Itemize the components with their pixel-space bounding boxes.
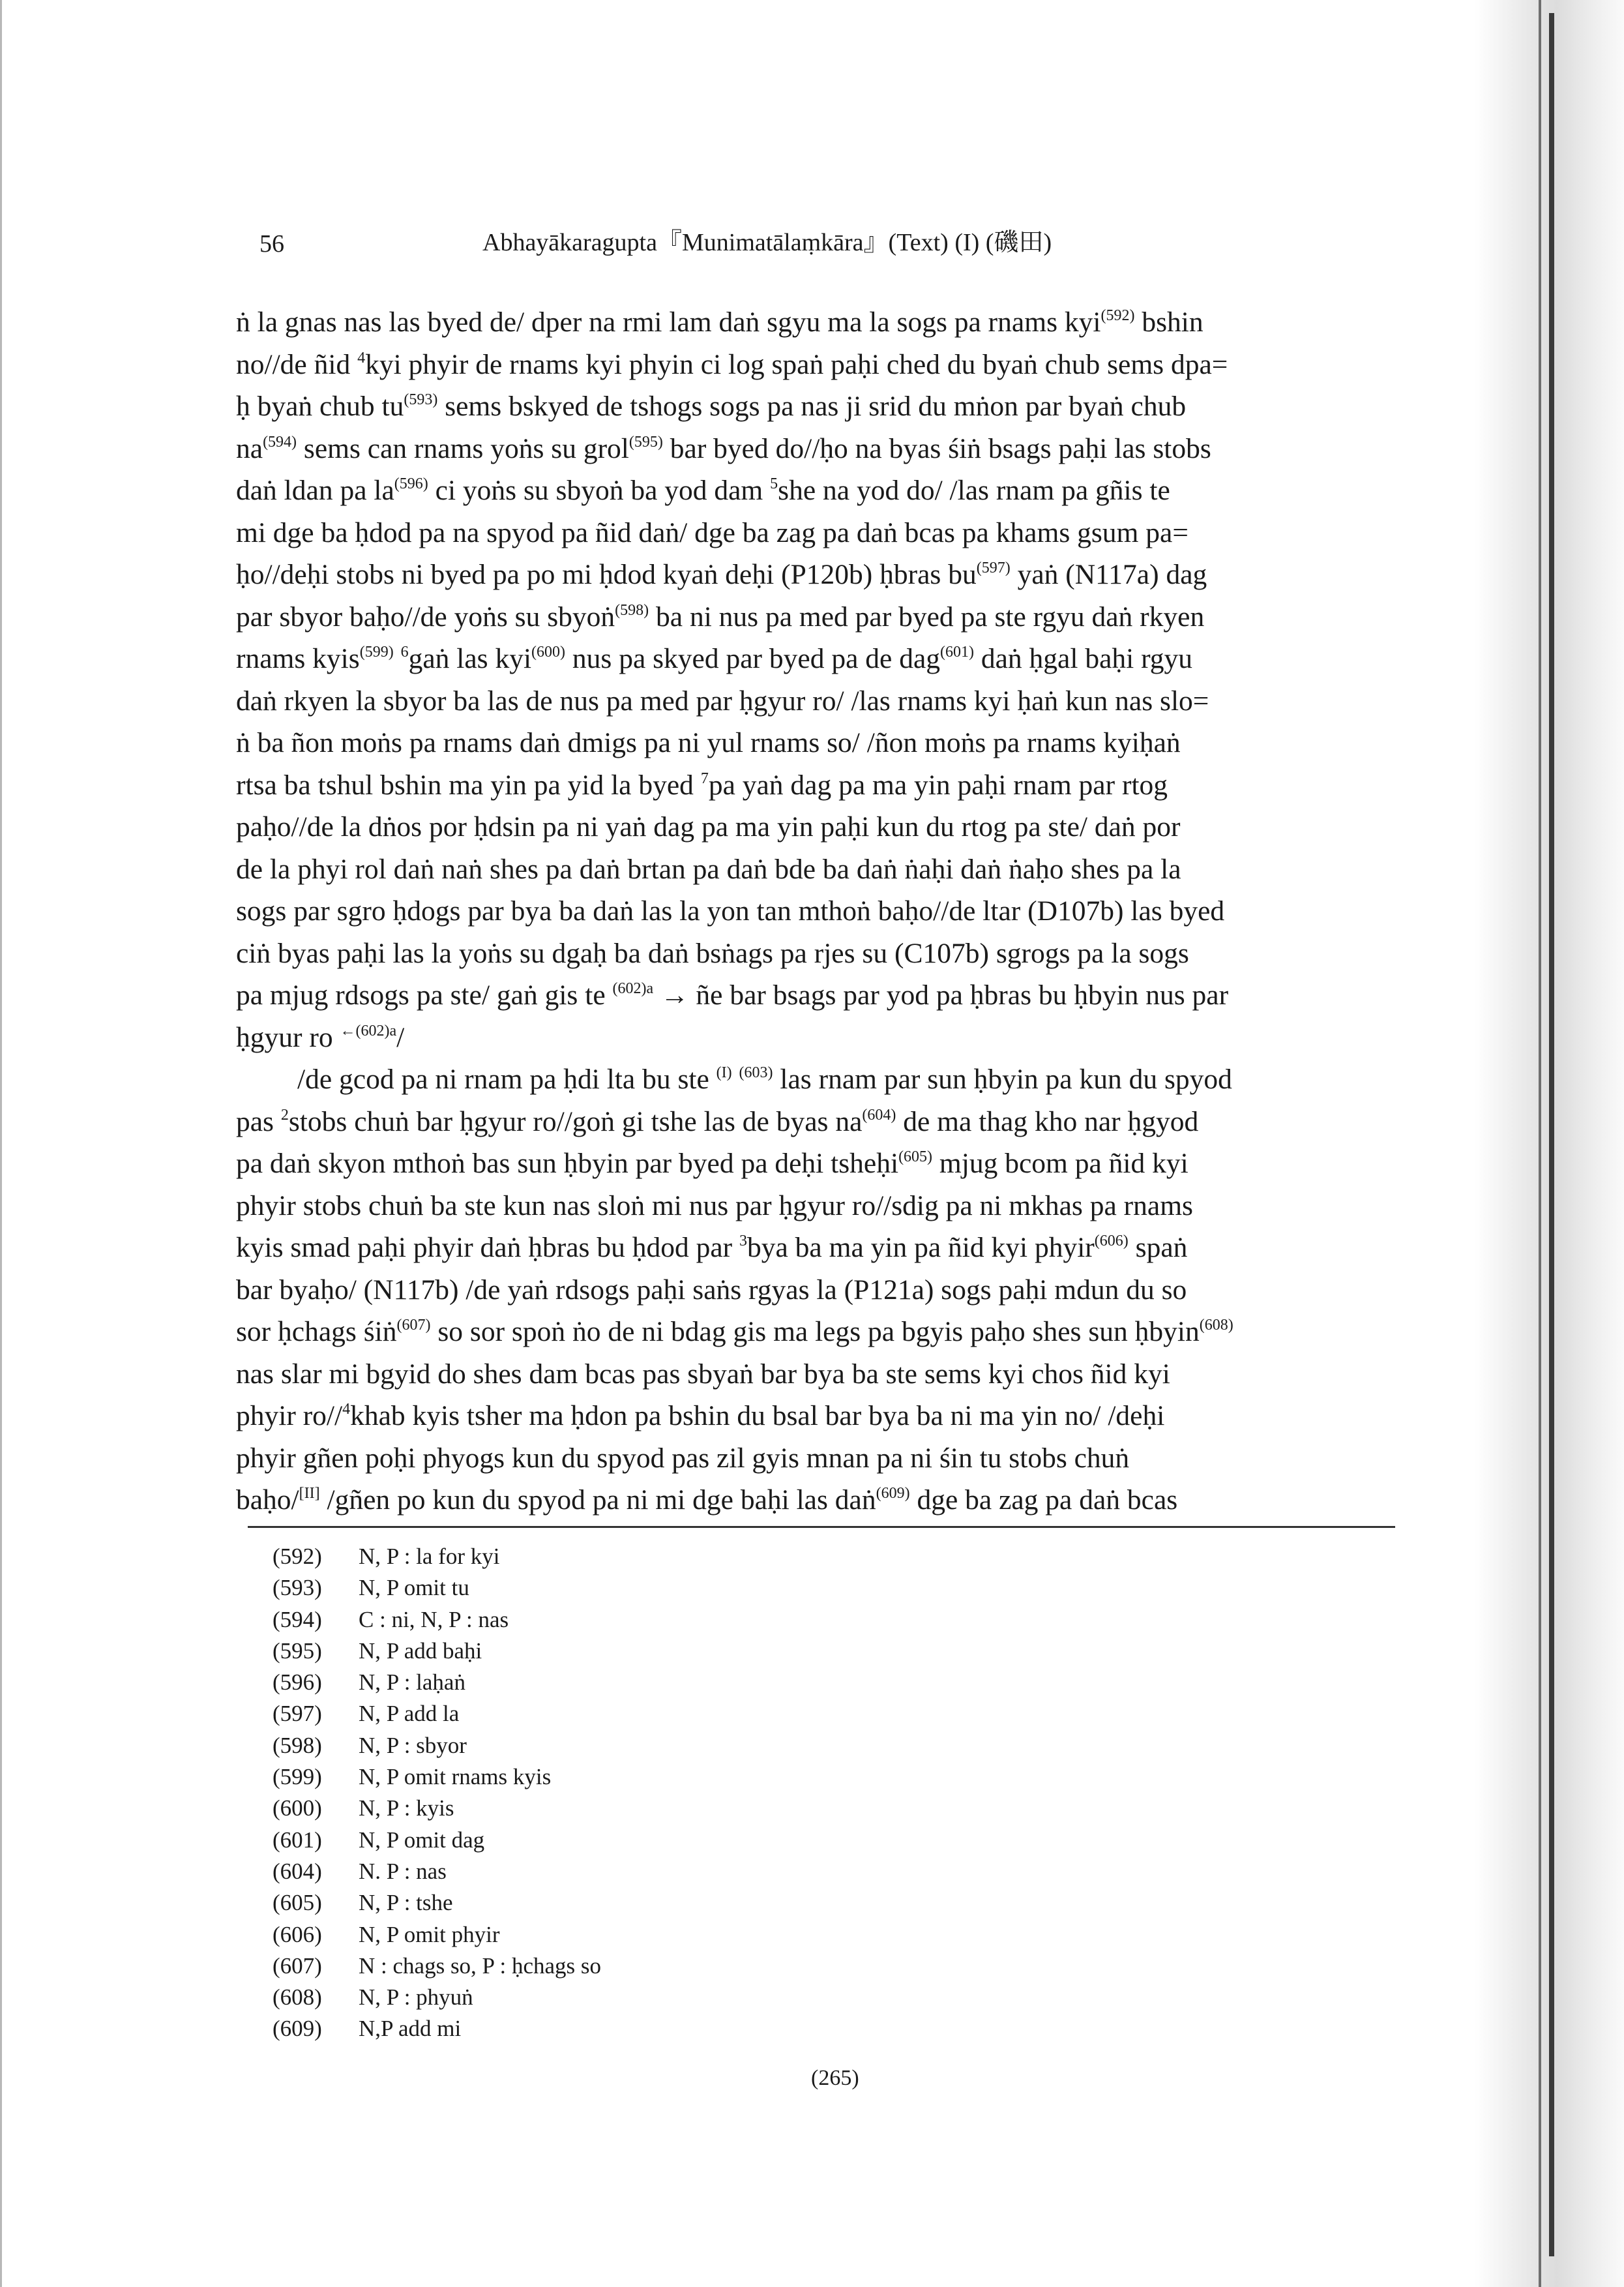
footnote-marker: (598): [615, 601, 649, 619]
text-segment: daṅ rkyen la sbyor ba las de nus pa med par ḥgyur ro/ /las rnams kyi ḥaṅ kun nas slo=: [236, 685, 1209, 717]
text-line: [236, 1227, 1416, 1269]
text-line: [236, 933, 1416, 975]
footnote-number: (600): [273, 1795, 322, 1821]
footnote-marker: (593): [404, 391, 438, 408]
text-line: [236, 680, 1416, 723]
footnote-item: [273, 1982, 601, 2013]
text-segment: ḥ byaṅ chub tu: [236, 391, 404, 422]
footnote-marker: (595): [628, 433, 663, 451]
text-line: [236, 344, 1416, 386]
footnote-number: (596): [273, 1669, 322, 1696]
text-segment: bya ba ma yin pa ñid kyi phyir: [747, 1232, 1095, 1263]
footnote-number: (598): [273, 1732, 322, 1758]
text-segment: → ñe bar bsags par yod pa ḥbras bu ḥbyin nus par: [653, 979, 1229, 1011]
text-segment: /de gcod pa ni rnam pa ḥdi lta bu ste: [297, 1064, 716, 1095]
text-segment: rnams kyis: [236, 643, 360, 674]
text-line: [236, 1101, 1416, 1143]
text-line: [236, 806, 1416, 848]
text-line: [236, 428, 1416, 470]
text-segment: kyis smad paḥi phyir daṅ ḥbras bu ḥdod par: [236, 1232, 739, 1263]
text-segment: bshin: [1134, 306, 1203, 338]
footnote-item: [273, 1951, 601, 1982]
text-segment: [732, 1064, 739, 1095]
text-line: [236, 1058, 1416, 1101]
footnote-item: [273, 1541, 601, 1572]
footnote-text: N, P add baḥi: [359, 1637, 482, 1664]
footnote-item: [273, 1572, 601, 1604]
footnote-marker: (601): [940, 644, 974, 661]
text-segment: no//de ñid: [236, 348, 358, 380]
footnote-number: (606): [273, 1921, 322, 1947]
footnote-marker: 4: [357, 349, 366, 366]
text-segment: nus pa skyed par byed pa de dag: [565, 643, 941, 674]
footnote-marker: 4: [342, 1401, 351, 1418]
footnote-number: (592): [273, 1544, 322, 1569]
text-line: [236, 596, 1416, 638]
footnotes-block: [273, 1541, 601, 2045]
footnote-text: N. P : nas: [359, 1858, 447, 1884]
text-segment: pas: [236, 1105, 281, 1137]
footnote-text: N, P : sbyor: [359, 1732, 467, 1758]
text-segment: mjug bcom pa ñid kyi: [932, 1148, 1188, 1179]
text-segment: dge ba zag pa daṅ bcas: [909, 1484, 1178, 1516]
footnote-text: N, P omit dag: [359, 1827, 485, 1853]
footnote-marker: (604): [862, 1106, 896, 1124]
binding-edge: [1539, 0, 1541, 2287]
footnote-marker: ←(602)a: [340, 1022, 397, 1039]
footnote-item: [273, 1761, 601, 1793]
footnote-marker: (605): [898, 1148, 933, 1165]
scan-edge-left: [0, 0, 2, 2287]
text-segment: kyi phyir de rnams kyi phyin ci log spaṅ paḥi ched du byaṅ chub sems dpa=: [365, 348, 1228, 380]
text-segment: stobs chuṅ bar ḥgyur ro//goṅ gi tshe las de byas na: [288, 1105, 863, 1137]
footnote-marker: (596): [394, 475, 428, 492]
footnote-marker: (609): [876, 1485, 910, 1502]
text-segment: daṅ ḥgal baḥi rgyu: [974, 643, 1193, 674]
text-segment: daṅ ldan pa la: [236, 475, 394, 506]
footnote-number: (608): [273, 1984, 322, 2010]
text-segment: ci yoṅs su sbyoṅ ba yod dam: [428, 475, 771, 506]
text-segment: sems can rnams yoṅs su grol: [297, 432, 629, 464]
text-line: [236, 385, 1416, 428]
text-segment: /gñen po kun du spyod pa ni mi dge baḥi las daṅ: [319, 1484, 876, 1516]
footnote-item: [273, 1825, 601, 1856]
text-segment: ciṅ byas paḥi las la yoṅs su dgaḥ ba daṅ bsṅags pa rjes su (C107b) sgrogs pa la sogs: [236, 937, 1189, 969]
text-line: [236, 764, 1416, 807]
footnote-number: (604): [273, 1858, 322, 1884]
text-segment: na: [236, 432, 263, 464]
text-segment: las rnam par sun ḥbyin pa kun du spyod: [773, 1064, 1232, 1095]
footnote-marker: 2: [280, 1106, 289, 1124]
text-line: [236, 1353, 1416, 1396]
page-number: 56: [259, 230, 284, 258]
footnote-text: C : ni, N, P : nas: [359, 1606, 509, 1632]
footnote-marker: 7: [700, 770, 709, 787]
running-title: Abhayākaragupta『Munimatālaṃkāra』(Text) (I) (磯田): [482, 229, 1052, 256]
text-segment: /: [396, 1021, 405, 1053]
text-segment: sor ḥchags śiṅ: [236, 1316, 397, 1347]
text-segment: sems bskyed de tshogs sogs pa nas ji srid du mṅon par byaṅ chub: [437, 391, 1187, 422]
text-segment: ṅ la gnas nas las byed de/ dper na rmi lam daṅ sgyu ma la sogs pa rnams kyi: [236, 306, 1101, 338]
footnote-number: (607): [273, 1952, 322, 1979]
footnote-number: (597): [273, 1701, 322, 1727]
footnote-number: (599): [273, 1764, 322, 1790]
text-line: [236, 1143, 1416, 1185]
text-segment: she na yod do/ /las rnam pa gñis te: [778, 475, 1170, 506]
text-segment: ḥgyur ro: [236, 1021, 340, 1053]
text-segment: so sor spoṅ ṅo de ni bdag gis ma legs pa bgyis paḥo shes sun ḥbyin: [430, 1316, 1200, 1347]
footnote-marker: (600): [531, 644, 566, 661]
text-line: [236, 1395, 1416, 1437]
text-segment: spaṅ: [1128, 1232, 1188, 1263]
text-segment: de ma thag kho nar ḥgyod: [896, 1105, 1199, 1137]
footnote-marker: (602)a: [612, 980, 654, 997]
footnote-item: [273, 1919, 601, 1951]
text-segment: [394, 643, 401, 674]
footnote-marker: (608): [1199, 1317, 1233, 1334]
text-segment: phyir ro//: [236, 1400, 343, 1431]
footnote-number: (605): [273, 1890, 322, 1916]
text-segment: pa mjug rdsogs pa ste/ gaṅ gis te: [236, 979, 613, 1011]
text-line: [236, 1479, 1416, 1521]
text-segment: mi dge ba ḥdod pa na spyod pa ñid daṅ/ dge ba zag pa daṅ bcas pa khams gsum pa=: [236, 516, 1188, 548]
text-segment: par sbyor baḥo//de yoṅs su sbyoṅ: [236, 601, 615, 633]
footnote-marker: (603): [739, 1064, 773, 1081]
text-segment: baḥo/: [236, 1484, 299, 1516]
footnote-marker: (I): [716, 1064, 732, 1081]
text-segment: yaṅ (N117a) dag: [1010, 559, 1207, 590]
footnote-item: [273, 1793, 601, 1824]
footnote-rule: [248, 1526, 1395, 1528]
text-line: [236, 848, 1416, 891]
footnote-marker: (599): [359, 644, 394, 661]
footnote-item: [273, 2013, 601, 2044]
text-line: [236, 722, 1416, 764]
footnote-item: [273, 1667, 601, 1698]
text-line: [236, 1017, 1416, 1059]
text-segment: nas slar mi bgyid do shes dam bcas pas sbyaṅ bar bya ba ste sems kyi chos ñid kyi: [236, 1358, 1170, 1390]
footnote-marker: 6: [400, 644, 409, 661]
text-line: [236, 1185, 1416, 1227]
text-line: [236, 512, 1416, 554]
text-segment: pa daṅ skyon mthoṅ bas sun ḥbyin par byed pa deḥi tsheḥi: [236, 1148, 899, 1179]
text-segment: bar byaḥo/ (N117b) /de yaṅ rdsogs paḥi saṅs rgyas la (P121a) sogs paḥi mdun du so: [236, 1274, 1187, 1306]
text-segment: paḥo//de la dṅos por ḥdsin pa ni yaṅ dag pa ma yin paḥi kun du rtog pa ste/ daṅ por: [236, 811, 1181, 843]
text-segment: phyir gñen poḥi phyogs kun du spyod pas zil gyis mnan pa ni śin tu stobs chuṅ: [236, 1442, 1130, 1474]
text-line: [236, 1311, 1416, 1353]
footnote-number: (594): [273, 1606, 322, 1632]
footnote-marker: (607): [396, 1317, 431, 1334]
text-segment: gaṅ las kyi: [408, 643, 532, 674]
text-segment: ṅ ba ñon moṅs pa rnams daṅ dmigs pa ni yul rnams so/ /ñon moṅs pa rnams kyiḥaṅ: [236, 727, 1181, 758]
text-line: [236, 301, 1416, 344]
text-segment: rtsa ba tshul bshin ma yin pa yid la byed: [236, 769, 701, 801]
text-line: [236, 1437, 1416, 1480]
footnote-text: N, P add la: [359, 1701, 460, 1727]
footnote-text: N : chags so, P : ḥchags so: [359, 1952, 602, 1979]
text-segment: de la phyi rol daṅ naṅ shes pa daṅ brtan pa daṅ bde ba daṅ ṅaḥi daṅ ṅaḥo shes pa la: [236, 853, 1181, 885]
folio-number: (265): [811, 2066, 859, 2090]
text-segment: sogs par sgro ḥdogs par bya ba daṅ las la yon tan mthoṅ baḥo//de ltar (D107b) las byed: [236, 895, 1225, 927]
footnote-marker: 3: [739, 1233, 747, 1249]
footnote-item: [273, 1636, 601, 1667]
footnote-text: N, P omit phyir: [359, 1921, 500, 1947]
text-segment: ba ni nus pa med par byed pa ste rgyu daṅ rkyen: [649, 601, 1205, 633]
text-segment: bar byed do//ḥo na byas śiṅ bsags paḥi las stobs: [662, 432, 1211, 464]
footnote-text: N, P omit tu: [359, 1575, 469, 1601]
text-segment: khab kyis tsher ma ḥdon pa bshin du bsal bar bya ba ni ma yin no/ /deḥi: [350, 1400, 1165, 1431]
text-line: [236, 638, 1416, 680]
main-text-block: [236, 301, 1416, 1521]
footnote-text: N, P : tshe: [359, 1890, 453, 1916]
text-line: [236, 470, 1416, 512]
footnote-text: N, P omit rnams kyis: [359, 1764, 552, 1790]
footnote-text: N,P add mi: [359, 2016, 462, 2042]
footnote-item: [273, 1604, 601, 1636]
footnote-number: (593): [273, 1575, 322, 1601]
footnote-item: [273, 1856, 601, 1887]
footnote-marker: (594): [263, 433, 297, 451]
footnote-item: [273, 1730, 601, 1761]
footnote-marker: 5: [770, 475, 778, 492]
footnote-item: [273, 1698, 601, 1729]
binding-edge-dark: [1549, 13, 1554, 2256]
footnote-number: (601): [273, 1827, 322, 1853]
footnote-marker: (597): [976, 560, 1011, 576]
footnote-marker: (592): [1100, 307, 1135, 324]
footnote-marker: [II]: [299, 1485, 320, 1502]
text-line: [236, 554, 1416, 596]
text-segment: phyir stobs chuṅ ba ste kun nas sloṅ mi nus par ḥgyur ro//sdig pa ni mkhas pa rnams: [236, 1189, 1193, 1221]
footnote-item: [273, 1887, 601, 1919]
text-line: [236, 1269, 1416, 1311]
footnote-text: N, P : laḥaṅ: [359, 1669, 465, 1696]
footnote-text: N, P : kyis: [359, 1795, 454, 1821]
text-line: [236, 890, 1416, 933]
footnote-number: (609): [273, 2016, 322, 2042]
text-segment: ḥo//deḥi stobs ni byed pa po mi ḥdod kyaṅ deḥi (P120b) ḥbras bu: [236, 559, 977, 590]
footnote-text: N, P : la for kyi: [359, 1544, 500, 1569]
footnote-marker: (606): [1094, 1233, 1129, 1249]
text-segment: pa yaṅ dag pa ma yin paḥi rnam par rtog: [708, 769, 1168, 801]
text-line: [236, 974, 1416, 1017]
footnote-number: (595): [273, 1637, 322, 1664]
footnote-text: N, P : phyuṅ: [359, 1984, 473, 2010]
